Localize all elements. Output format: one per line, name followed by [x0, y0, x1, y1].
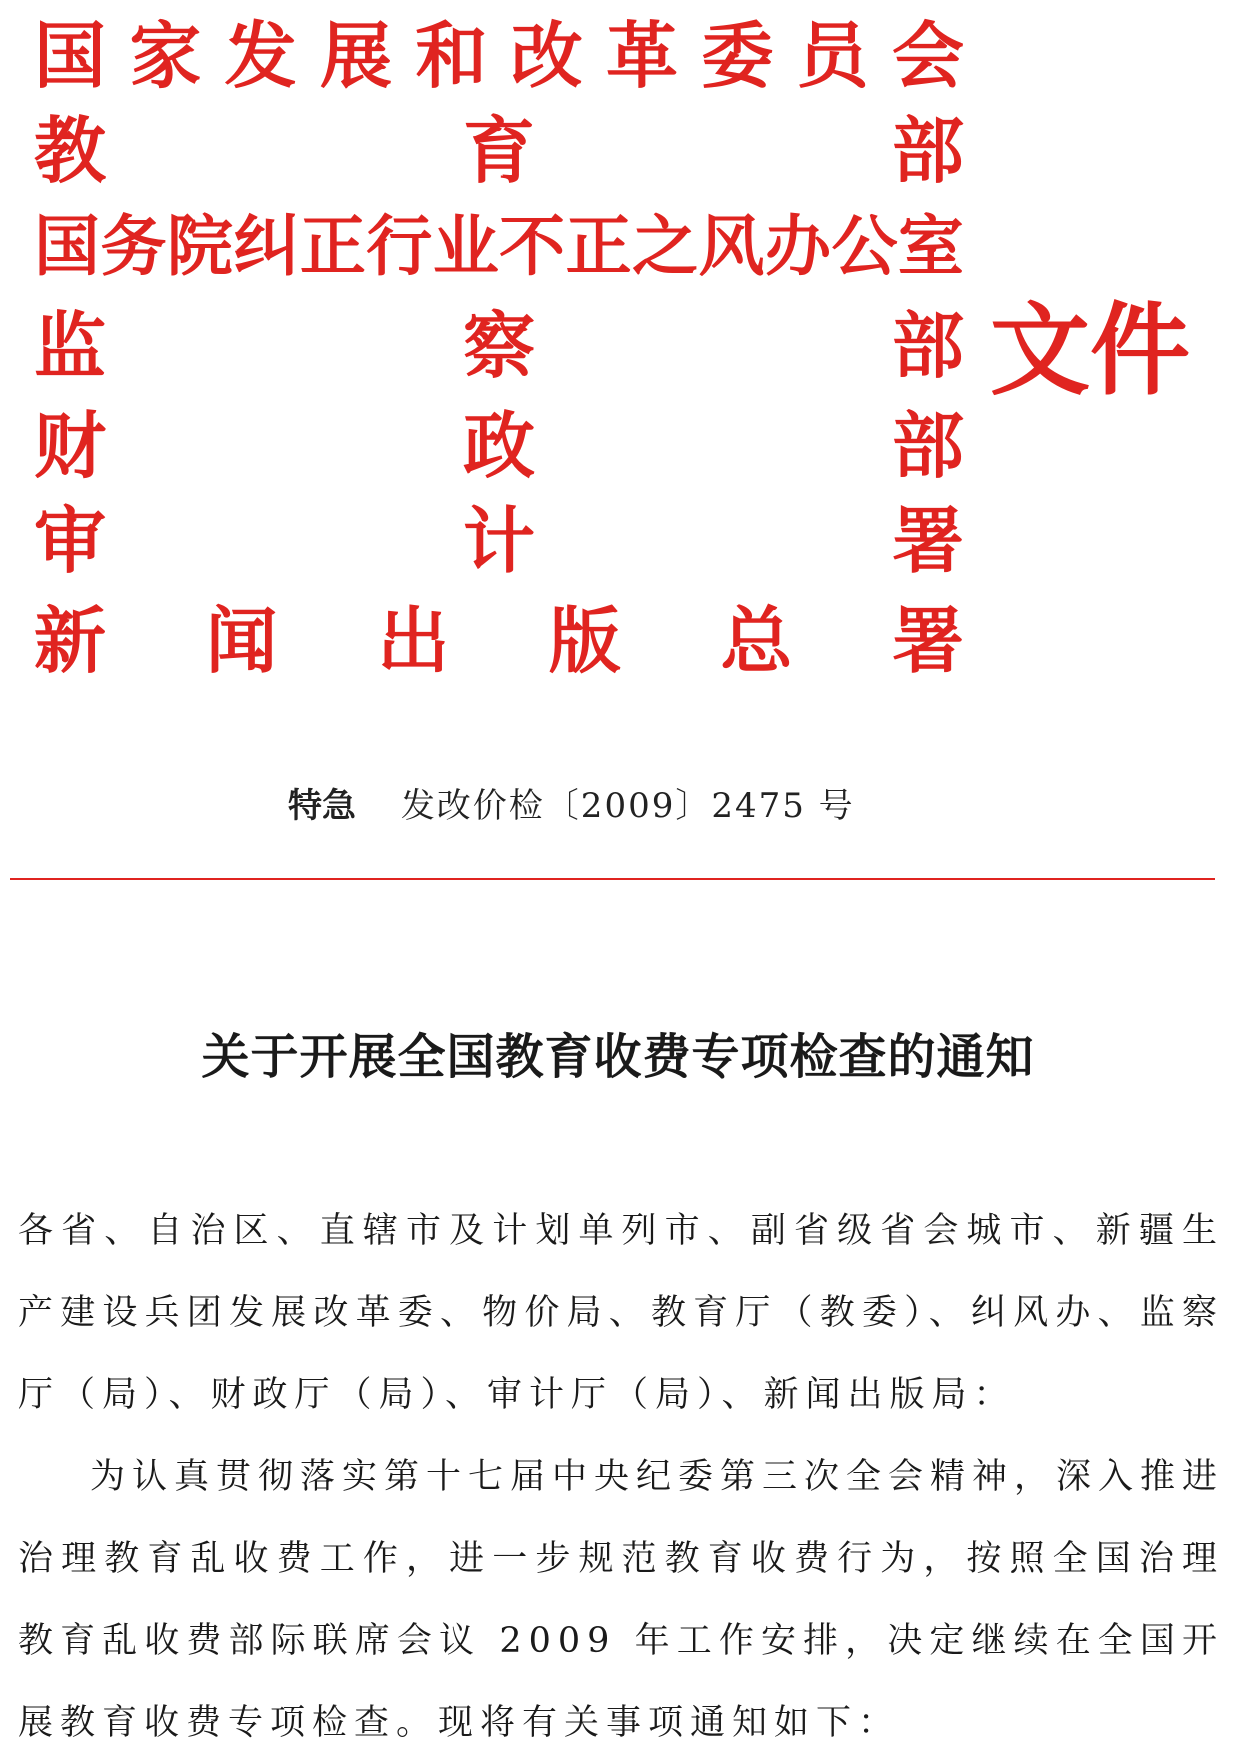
issuer-char: 公 — [831, 207, 898, 285]
issuer-char: 员 — [796, 13, 869, 98]
document-title: 关于开展全国教育收费专项检查的通知 — [201, 1029, 1035, 1085]
urgency-label: 特急 — [288, 786, 356, 826]
issuer-char: 院 — [166, 207, 233, 285]
issuer-moe — [34, 101, 964, 201]
issuer-char: 国 — [34, 13, 107, 98]
issuer-char: 家 — [129, 13, 202, 98]
issuer-block — [34, 6, 964, 716]
issuer-press — [34, 591, 964, 691]
document-type: 文件 — [990, 291, 1190, 409]
issuer-char: 行 — [366, 207, 433, 285]
issuer-char: 署 — [891, 498, 964, 583]
issuer-char: 正 — [565, 207, 632, 285]
issuer-char: 展 — [319, 13, 392, 98]
issuer-char: 改 — [510, 13, 583, 98]
issuer-supervision — [34, 296, 964, 396]
issuer-char: 财 — [34, 403, 107, 488]
issuer-char: 正 — [299, 207, 366, 285]
issuer-char: 办 — [764, 207, 831, 285]
issuer-char: 会 — [891, 13, 964, 98]
issuer-char: 育 — [462, 108, 535, 193]
issuer-char: 部 — [891, 303, 964, 388]
issuer-char: 风 — [698, 207, 765, 285]
issuer-char: 新 — [34, 598, 107, 683]
issuer-char: 不 — [499, 207, 566, 285]
issuer-char: 闻 — [205, 598, 278, 683]
issuer-char: 委 — [701, 13, 774, 98]
issuer-char: 和 — [415, 13, 488, 98]
issuer-char: 教 — [34, 108, 107, 193]
issuer-state-council-office — [34, 196, 964, 296]
issuer-char: 审 — [34, 498, 107, 583]
issuer-char: 出 — [377, 598, 450, 683]
issuer-char: 部 — [891, 108, 964, 193]
red-divider — [10, 878, 1215, 880]
issuer-char: 署 — [891, 598, 964, 683]
recipients-paragraph: 各省、自治区、直辖市及计划单列市、副省级省会城市、新疆生产建设兵团发展改革委、物价局、教育厅（教委）、纠风办、监察厅（局）、财政厅（局）、审计厅（局）、新闻出版局： — [18, 1211, 1224, 1415]
issuer-char: 察 — [462, 303, 535, 388]
issuer-char: 计 — [462, 498, 535, 583]
issuer-ndrc — [34, 6, 964, 106]
issuer-char: 版 — [548, 598, 621, 683]
issuer-char: 监 — [34, 303, 107, 388]
document-number-line — [288, 778, 855, 827]
issuer-char: 纠 — [233, 207, 300, 285]
issuer-char: 国 — [34, 207, 100, 285]
issuer-char: 业 — [432, 207, 499, 285]
issuer-audit — [34, 491, 964, 591]
document-body — [18, 1190, 1224, 1764]
issuer-finance — [34, 396, 964, 496]
issuer-char: 室 — [897, 207, 964, 285]
issuer-char: 部 — [891, 403, 964, 488]
issuer-char: 总 — [720, 598, 793, 683]
body-paragraph: 为认真贯彻落实第十七届中央纪委第三次全会精神，深入推进治理教育乱收费工作，进一步规范教育收费行为，按照全国治理教育乱收费部际联席会议 2009 年工作安排，决定继续在全国开展教育收费专项检查。现将有关事项通知如下： — [18, 1457, 1225, 1743]
issuer-char: 之 — [632, 207, 699, 285]
issuer-char: 发 — [224, 13, 297, 98]
issuer-char: 务 — [100, 207, 167, 285]
issuer-char: 政 — [462, 403, 535, 488]
issuer-char: 革 — [605, 13, 678, 98]
document-number: 发改价检〔2009〕2475 号 — [400, 786, 855, 826]
